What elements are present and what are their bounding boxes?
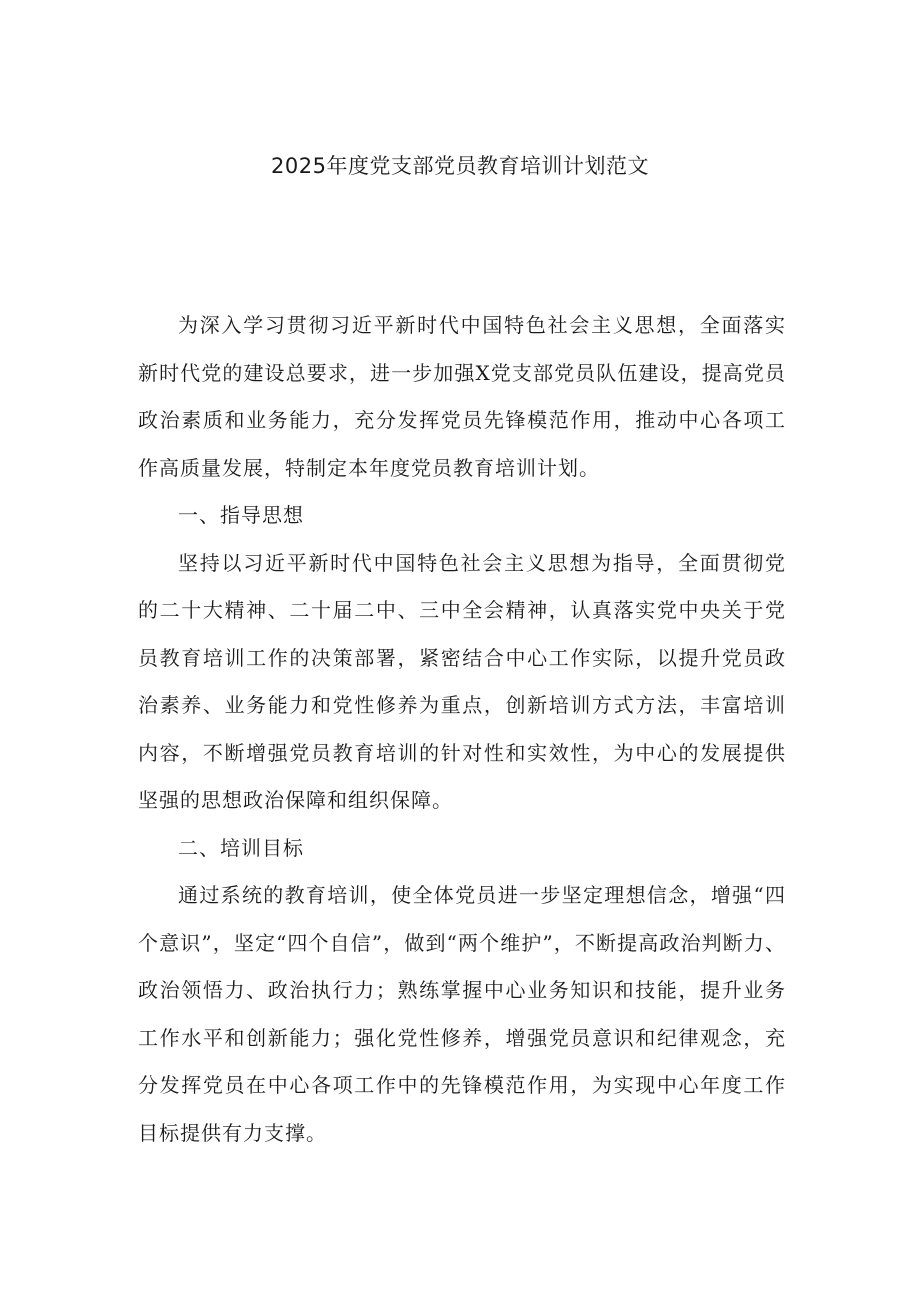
section-paragraph-training-goals: 通过系统的教育培训，使全体党员进一步坚定理想信念，增强“四个意识”，坚定“四个自信”，做到“两个维护”，不断提高政治判断力、政治领悟力、政治执行力；熟练掌握中心业务知识和技能，提升业务工作水平和创新能力；强化党性修养，增强党员意识和纪律观念，充分发挥党员在中心各项工作中的先锋模范作用，为实现中心年度工作目标提供有力支撑。 [138, 883, 786, 1145]
section-heading-guiding-ideology: 一、指导思想 [178, 503, 304, 527]
intro-paragraph: 为深入学习贯彻习近平新时代中国特色社会主义思想，全面落实新时代党的建设总要求，进一步加强X党支部党员队伍建设，提高党员政治素质和业务能力，充分发挥党员先锋模范作用，推动中心各项工作高质量发展，特制定本年度党员教育培训计划。 [138, 313, 786, 480]
document-body [138, 302, 786, 1157]
section-heading-training-goals: 二、培训目标 [178, 835, 304, 860]
section-paragraph-guiding-ideology: 坚持以习近平新时代中国特色社会主义思想为指导，全面贯彻党的二十大精神、二十届二中、三中全会精神，认真落实党中央关于党员教育培训工作的决策部署，紧密结合中心工作实际，以提升党员政治素养、业务能力和党性修养为重点，创新培训方式方法，丰富培训内容，不断增强党员教育培训的针对性和实效性，为中心的发展提供坚强的思想政治保障和组织保障。 [138, 550, 786, 812]
document-title: 2025年度党支部党员教育培训计划范文 [271, 154, 649, 178]
